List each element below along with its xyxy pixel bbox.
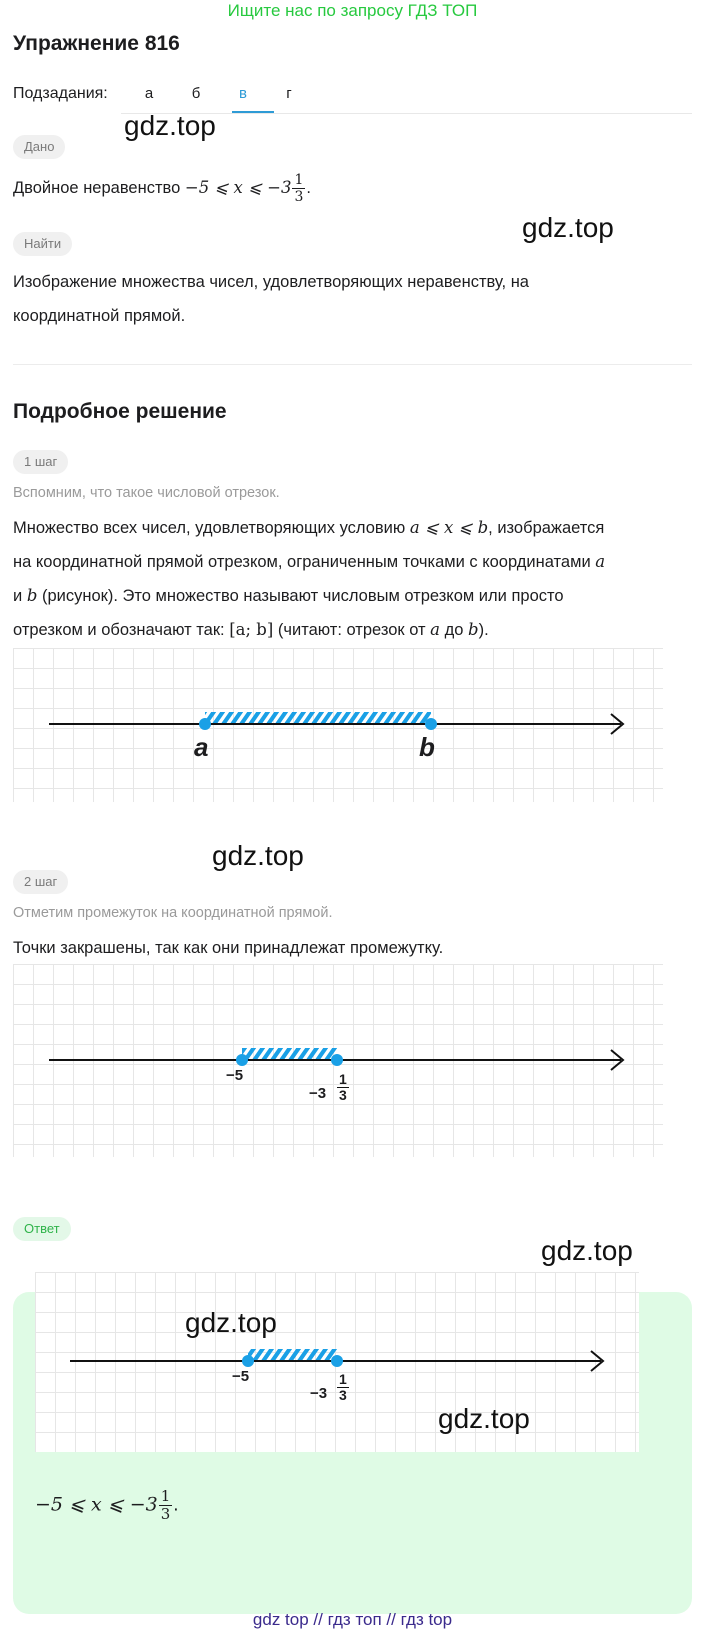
label-right-num: 1 xyxy=(339,1071,347,1087)
divider xyxy=(13,364,692,365)
inline-math: b xyxy=(468,620,479,639)
text: и xyxy=(13,587,23,605)
search-banner: Ищите нас по запросу ГДЗ ТОП xyxy=(227,1,478,20)
find-badge: Найти xyxy=(13,232,72,256)
label-right-fraction xyxy=(337,1072,349,1103)
tab-subtask-b[interactable]: б xyxy=(191,85,201,102)
label-right-num: 1 xyxy=(339,1371,347,1387)
segment-hatch xyxy=(248,1349,337,1360)
step-1-line-4 xyxy=(13,612,489,648)
watermark: gdz.top xyxy=(124,110,216,141)
point-a xyxy=(199,718,211,730)
frac-num: 1 xyxy=(160,1487,171,1505)
text: на координатной прямой отрезком, ограниченным точками с координатами xyxy=(13,553,591,571)
label-a: a xyxy=(194,732,209,762)
given-end: . xyxy=(306,179,311,197)
find-line-1: Изображение множества чисел, удовлетворяющих неравенству, на xyxy=(13,273,529,291)
frac-num: 1 xyxy=(294,172,304,189)
footer-links[interactable]: gdz top // гдз топ // гдз top xyxy=(252,1610,453,1629)
active-tab-indicator xyxy=(232,111,274,113)
inline-math: a xyxy=(595,552,606,571)
watermark: gdz.top xyxy=(212,840,304,871)
step-1-hint: Вспомним, что такое числовой отрезок. xyxy=(13,485,280,501)
frac-den: 3 xyxy=(160,1505,171,1523)
number-line-diagram-answer xyxy=(35,1272,639,1452)
solution-title: Подробное решение xyxy=(13,400,227,423)
given-text xyxy=(13,170,311,206)
given-fraction xyxy=(292,172,305,205)
inline-math: b xyxy=(26,586,38,605)
text: ). xyxy=(478,621,489,639)
segment-hatch xyxy=(205,712,431,723)
point-left xyxy=(236,1054,248,1066)
inline-math: a ⩽ x ⩽ b xyxy=(409,518,489,537)
watermark: gdz.top xyxy=(185,1307,277,1338)
answer-fraction xyxy=(159,1488,173,1523)
text: (рисунок). Это множество называют числовым отрезком или просто xyxy=(41,587,564,605)
text: (читают: отрезок от xyxy=(277,621,426,639)
step-1-line-1 xyxy=(13,510,604,546)
label-right-den: 3 xyxy=(339,1087,347,1103)
frac-den: 3 xyxy=(294,189,304,206)
number-line-diagram-2 xyxy=(13,964,663,1157)
watermark: gdz.top xyxy=(438,1403,530,1434)
label-right-den: 3 xyxy=(339,1387,347,1403)
watermark: gdz.top xyxy=(541,1235,633,1266)
step-1-line-2 xyxy=(13,544,605,580)
number-line-svg xyxy=(13,964,663,1157)
inline-math: a xyxy=(430,620,441,639)
inline-math: [a; b] xyxy=(229,620,274,639)
step-2-hint: Отметим промежуток на координатной прямой. xyxy=(13,905,333,921)
answer-badge: Ответ xyxy=(13,1217,71,1241)
page-title: Упражнение 816 xyxy=(13,32,180,55)
answer-expression xyxy=(35,1488,179,1523)
point-right xyxy=(331,1054,343,1066)
step-1-badge: 1 шаг xyxy=(13,450,68,474)
text: , изображается xyxy=(488,519,605,537)
tab-subtask-v[interactable]: в xyxy=(239,85,247,102)
label-left: −5 xyxy=(232,1368,250,1385)
given-expr: −5 ⩽ x ⩽ −3 xyxy=(184,178,292,197)
answer-expr: −5 ⩽ x ⩽ −3 xyxy=(35,1493,158,1516)
subtasks-label: Подзадания: xyxy=(13,85,108,102)
text: до xyxy=(444,621,464,639)
step-1-line-3 xyxy=(13,578,564,614)
tab-subtask-a[interactable]: а xyxy=(144,85,154,102)
label-right-whole: −3 xyxy=(309,1085,327,1102)
answer-end: . xyxy=(173,1494,179,1516)
number-line-svg xyxy=(13,648,663,802)
label-b: b xyxy=(419,732,435,762)
number-line-svg xyxy=(35,1272,639,1452)
point-b xyxy=(425,718,437,730)
number-line-diagram-1 xyxy=(13,648,663,802)
given-prefix: Двойное неравенство xyxy=(13,179,181,197)
label-right-whole: −3 xyxy=(310,1385,328,1402)
label-right-fraction xyxy=(337,1372,349,1403)
watermark: gdz.top xyxy=(522,212,614,243)
segment-hatch xyxy=(242,1048,337,1059)
point-left xyxy=(242,1355,254,1367)
text: отрезком и обозначают так: xyxy=(13,621,225,639)
given-badge: Дано xyxy=(13,135,65,159)
find-line-2: координатной прямой. xyxy=(13,307,186,325)
label-left: −5 xyxy=(226,1067,244,1084)
text: Множество всех чисел, удовлетворяющих условию xyxy=(13,519,406,537)
tab-subtask-g[interactable]: г xyxy=(286,85,292,102)
step-2-text: Точки закрашены, так как они принадлежат промежутку. xyxy=(13,939,444,957)
step-2-badge: 2 шаг xyxy=(13,870,68,894)
point-right xyxy=(331,1355,343,1367)
